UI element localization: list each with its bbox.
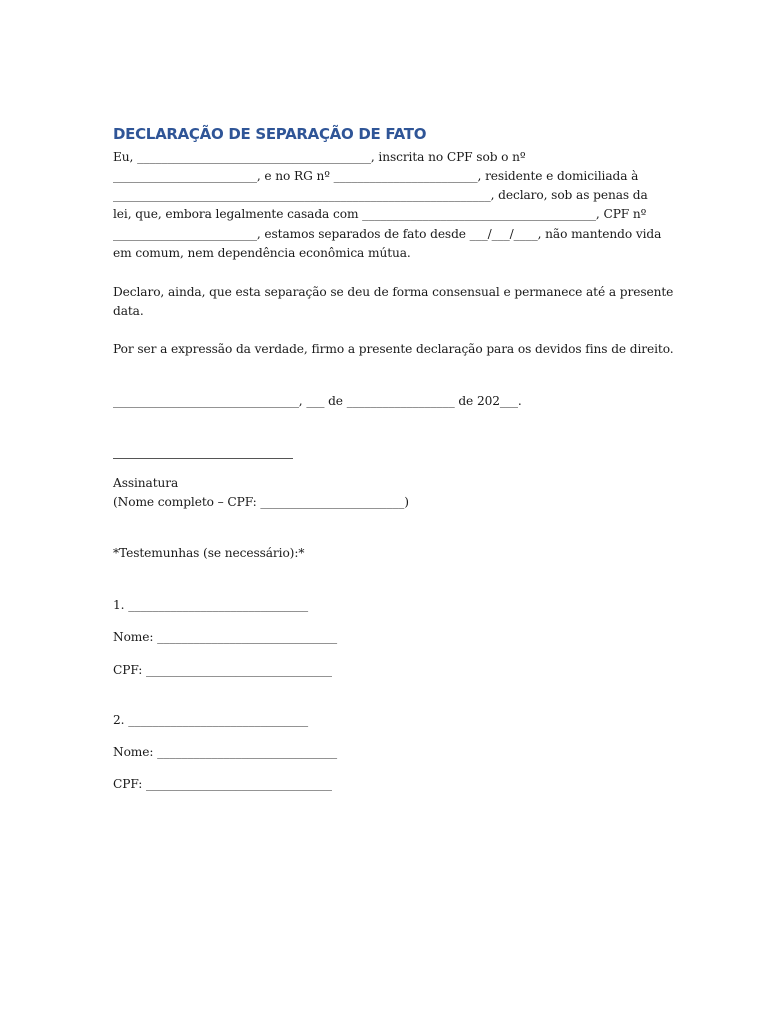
witness-2-number: 2. ______________________________ — [113, 713, 309, 727]
witness-1-cpf: CPF: _______________________________ — [113, 663, 332, 677]
witness-2-name: Nome: ______________________________ — [113, 745, 337, 759]
witnesses-heading: *Testemunhas (se necessário):* — [113, 546, 305, 560]
paragraph-1-line-4: lei, que, embora legalmente casada com _______________________________________, CPF nº — [113, 207, 647, 221]
paragraph-1-line-6: em comum, nem dependência econômica mútua. — [113, 246, 411, 260]
signature-line — [113, 458, 293, 459]
paragraph-3: Por ser a expressão da verdade, firmo a presente declaração para os devidos fins de direito. — [113, 342, 674, 356]
witness-2-cpf: CPF: _______________________________ — [113, 777, 332, 791]
paragraph-2-line-1: Declaro, ainda, que esta separação se deu de forma consensual e permanece até a presente — [113, 285, 674, 299]
paragraph-1-line-3: _______________________________________________________________, declaro, sob as penas da — [113, 188, 648, 202]
place-date-line: _______________________________, ___ de __________________ de 202___. — [113, 394, 522, 408]
paragraph-1-line-1: Eu, _______________________________________, inscrita no CPF sob o nº — [113, 150, 526, 164]
document-title: DECLARAÇÃO DE SEPARAÇÃO DE FATO — [113, 125, 427, 143]
paragraph-1-line-2: ________________________, e no RG nº ________________________, residente e domiciliada à — [113, 169, 639, 183]
paragraph-1-line-5: ________________________, estamos separados de fato desde ___/___/____, não mantendo vida — [113, 227, 662, 241]
signature-detail: (Nome completo – CPF: ________________________) — [113, 495, 409, 509]
witness-1-name: Nome: ______________________________ — [113, 630, 337, 644]
signature-label: Assinatura — [113, 476, 179, 490]
witness-1-number: 1. ______________________________ — [113, 598, 309, 612]
paragraph-2-line-2: data. — [113, 304, 144, 318]
